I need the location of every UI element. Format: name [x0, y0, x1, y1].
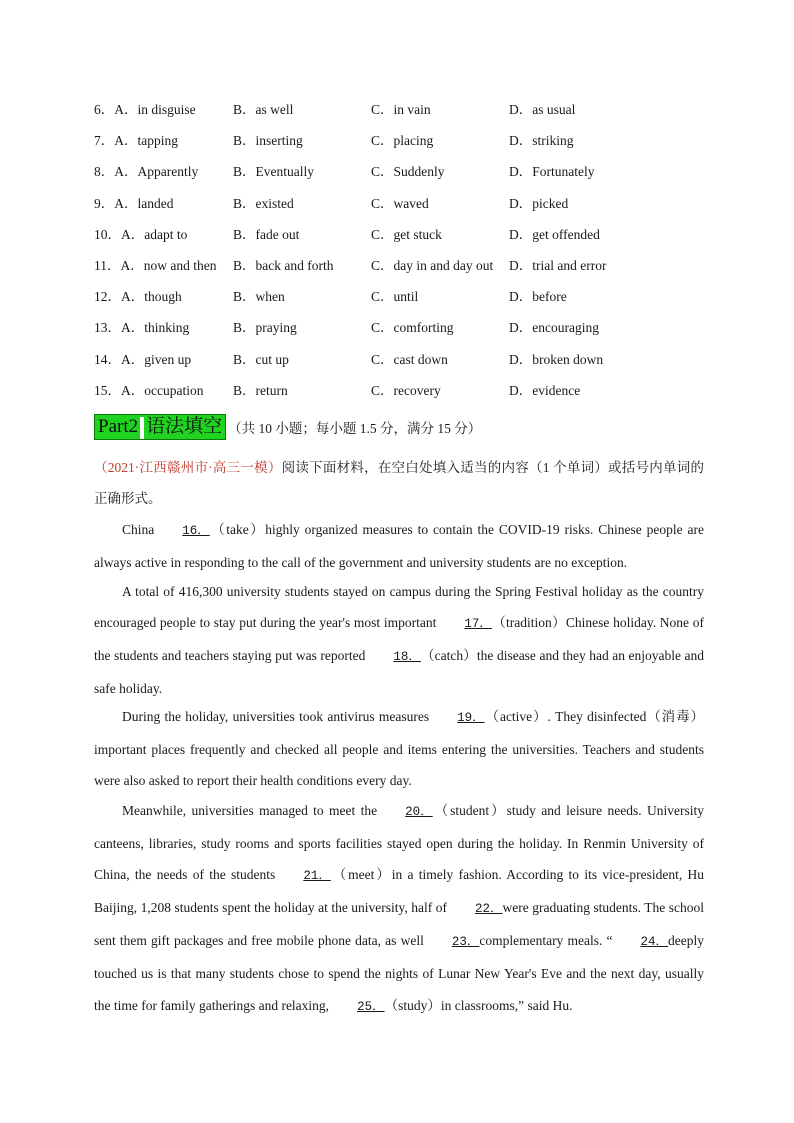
option-a: 10．A．adapt to: [94, 227, 188, 242]
option-a: 15．A．occupation: [94, 383, 204, 398]
option-b: B．praying: [233, 320, 297, 335]
passage-paragraph-2: A total of 416,300 university students stayed on campus during the Spring Festival holiday as the country encouraged people to stay put during the year's most important 17．（tradition）Chinese holiday. None of the students and teachers staying put was reported 18．（catch）the disease and they had an enjoyable and safe holiday.: [94, 584, 704, 697]
option-d: D．trial and error: [509, 258, 607, 273]
blank-22[interactable]: 22．: [474, 902, 503, 917]
blank-17[interactable]: 17．: [464, 617, 492, 632]
option-b: B．when: [233, 289, 285, 304]
option-a: 9．A．landed: [94, 196, 174, 211]
option-b: B．cut up: [233, 352, 289, 367]
option-a: 7．A．tapping: [94, 133, 178, 148]
option-c: C．Suddenly: [371, 164, 445, 179]
blank-18[interactable]: 18．: [393, 650, 421, 665]
blank-23[interactable]: 23．: [451, 935, 480, 950]
passage-paragraph-1: China 16．（take）highly organized measures to contain the COVID-19 risks. Chinese people are always active in responding to the call of the government and university students are no exception.: [94, 514, 704, 578]
part2-tag: Part2 语法填空: [94, 414, 226, 440]
option-c: C．day in and day out: [371, 258, 494, 273]
blank-19[interactable]: 19．: [457, 711, 485, 725]
blank-25[interactable]: 25．: [357, 999, 385, 1014]
option-d: D．broken down: [509, 352, 604, 367]
option-c: C．recovery: [371, 383, 441, 398]
blank-24[interactable]: 24．: [640, 935, 668, 950]
option-b: B．existed: [233, 196, 294, 211]
instructions-text: 阅读下面材料，在空白处填入适当的内容（1 个单词）或括号内单词的正确形式。: [94, 460, 705, 507]
option-b: B．return: [233, 383, 288, 398]
option-c: C．placing: [371, 133, 434, 148]
blank-20[interactable]: 20．: [405, 805, 433, 819]
option-a: 11．A．now and then: [94, 258, 217, 273]
option-c: C．cast down: [371, 352, 448, 367]
option-c: C．waved: [371, 196, 429, 211]
option-b: B．inserting: [233, 133, 303, 148]
option-d: D．before: [509, 289, 567, 304]
option-b: B．fade out: [233, 227, 300, 242]
option-d: D．evidence: [509, 383, 581, 398]
option-d: D．striking: [509, 133, 574, 148]
option-c: C．get stuck: [371, 227, 442, 242]
option-d: D．get offended: [509, 227, 600, 242]
part2-heading: [94, 414, 481, 440]
option-d: D．Fortunately: [509, 164, 595, 179]
option-a: 8．A．Apparently: [94, 164, 199, 179]
blank-21[interactable]: 21．: [303, 869, 331, 884]
option-d: D．picked: [509, 196, 569, 211]
option-b: B．back and forth: [233, 258, 334, 273]
option-a: 6．A．in disguise: [94, 102, 196, 117]
instructions: [94, 452, 704, 514]
option-a: 12．A．though: [94, 289, 182, 304]
blank-16[interactable]: 16．: [182, 524, 210, 538]
option-c: C．comforting: [371, 320, 454, 335]
option-b: B．as well: [233, 102, 294, 117]
option-a: 14．A．given up: [94, 352, 192, 367]
option-d: D．as usual: [509, 102, 576, 117]
source-label: （2021·江西赣州市·高三一模）: [94, 460, 282, 475]
option-a: 13．A．thinking: [94, 320, 190, 335]
passage-paragraph-3: During the holiday, universities took antivirus measures 19．（active）. They disinfected（消毒）important places frequently and checked all people and items entering the universities. Teachers and students were also asked to report their health conditions every day.: [94, 701, 704, 796]
option-c: C．until: [371, 289, 419, 304]
option-d: D．encouraging: [509, 320, 599, 335]
option-c: C．in vain: [371, 102, 431, 117]
option-b: B．Eventually: [233, 164, 314, 179]
part2-note: （共 10 小题；每小题 1.5 分，满分 15 分）: [228, 421, 482, 436]
passage-paragraph-4: Meanwhile, universities managed to meet the 20．（student）study and leisure needs. University canteens, libraries, study rooms and sports facilities stayed open during the holiday. In Renmin University of China, the needs of the students 21．（meet）in a timely fashion. According to its vice-president, Hu Baijing, 1,208 students spent the holiday at the university, half of 22．were graduating students. The school sent them gift packages and free mobile phone data, as well 23．complementary meals. “ 24．deeply touched us is that many students chose to spend the nights of Lunar New Year's Eve and the next day, usually the time for family gatherings and relaxing, 25．（study）in classrooms,” said Hu.: [94, 795, 704, 1023]
